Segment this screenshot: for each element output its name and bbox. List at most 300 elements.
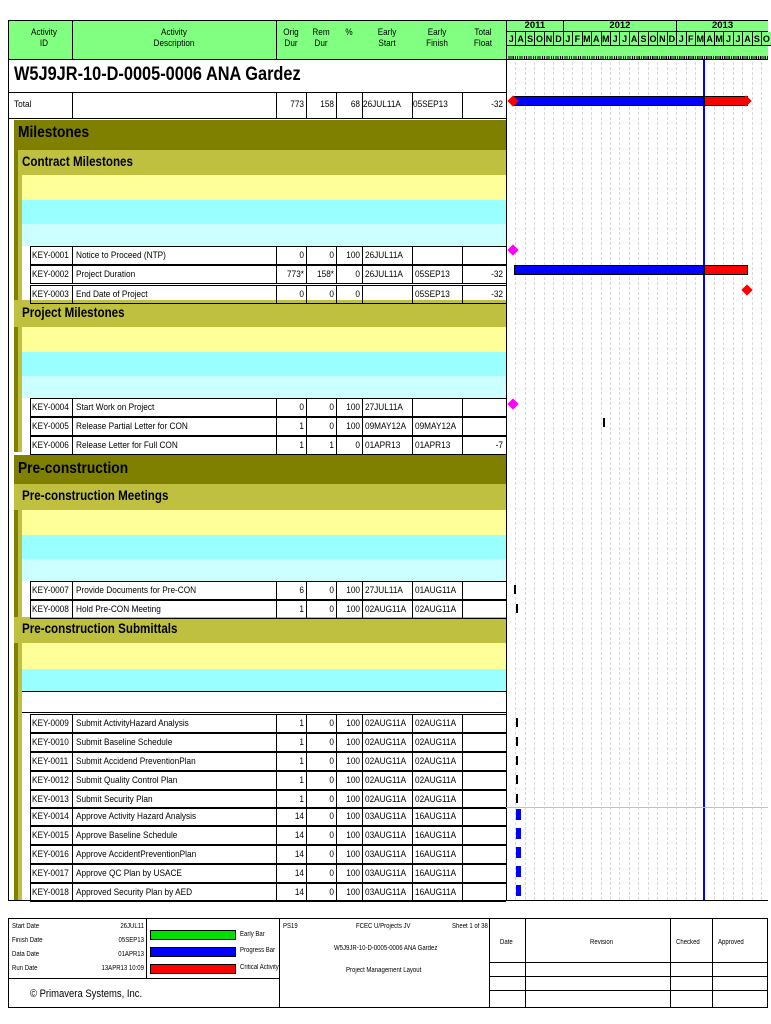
- row-desc: Submit Baseline Schedule: [76, 737, 173, 748]
- band-pre-construction-submittals[interactable]: Pre-construction Submittals: [22, 621, 178, 636]
- grid-line: [629, 62, 630, 900]
- row-orig: 1: [299, 756, 304, 767]
- month-label: J: [563, 32, 572, 46]
- grid-line: [525, 62, 526, 900]
- row-ef: [415, 247, 455, 265]
- row-orig: 14: [294, 811, 304, 822]
- year-label-2012: 2012: [563, 20, 676, 32]
- header-orig-dur[interactable]: Orig Dur: [283, 27, 299, 49]
- activity-tick[interactable]: [516, 737, 518, 746]
- month-label: J: [610, 32, 619, 46]
- row-id: KEY-0005: [32, 421, 69, 432]
- row-id: KEY-0012: [32, 775, 69, 786]
- footer-data-label: Data Date: [12, 951, 40, 958]
- row-rem: 0: [329, 604, 334, 615]
- row-orig: 0: [299, 289, 304, 300]
- divider: [8, 900, 768, 901]
- row-desc: Submit Accidend PreventionPlan: [76, 756, 196, 767]
- row-desc: Notice to Proceed (NTP): [76, 250, 166, 261]
- row-pct: 100: [346, 849, 360, 860]
- month-label: J: [506, 32, 515, 46]
- footer-run-value: 13APR13 10:09: [101, 965, 144, 972]
- row-es: 03AUG11A: [365, 849, 407, 860]
- row-es: 02AUG11A: [365, 794, 407, 805]
- row-tf: [470, 865, 503, 883]
- legend-early-label: Early Bar: [240, 931, 265, 938]
- row-rem: 0: [329, 849, 334, 860]
- row-orig: 14: [294, 849, 304, 860]
- row-desc: Submit Security Plan: [76, 794, 153, 805]
- grid-line: [742, 62, 743, 900]
- grid-line: [544, 62, 545, 900]
- month-label: J: [723, 32, 732, 46]
- activity-progress-bar[interactable]: [516, 885, 521, 896]
- band-fill: [22, 535, 506, 559]
- row-rem: 1: [329, 440, 334, 451]
- row-desc: Project Duration: [76, 269, 136, 280]
- project-title: W5J9JR-10-D-0005-0006 ANA Gardez: [14, 64, 301, 85]
- divider: [72, 92, 73, 118]
- month-label: D: [555, 34, 562, 44]
- divider: [412, 92, 413, 118]
- divider: [8, 978, 279, 979]
- row-ef: [415, 399, 455, 417]
- row-pct: 0: [355, 269, 360, 280]
- divider: [670, 918, 671, 1008]
- band-fill: [22, 510, 506, 535]
- row-orig: 1: [299, 718, 304, 729]
- footer-start-label: Start Date: [12, 923, 40, 930]
- activity-progress-bar[interactable]: [516, 866, 521, 877]
- row-rem: 0: [329, 585, 334, 596]
- grid-line: [534, 62, 535, 900]
- row-ef: 16AUG11A: [415, 849, 457, 860]
- month-label: M: [696, 34, 704, 44]
- footer-col-date: Date: [500, 939, 513, 946]
- row-tf: [470, 399, 503, 417]
- row-rem: 0: [329, 868, 334, 879]
- row-rem: 0: [329, 811, 334, 822]
- row-tf: -7: [495, 440, 503, 451]
- row-id: KEY-0006: [32, 440, 69, 451]
- row-tf: -32: [491, 269, 503, 280]
- footer-finish-label: Finish Date: [12, 937, 43, 944]
- footer-layout-name: Project Management Layout: [346, 967, 422, 974]
- row-tf: [470, 846, 503, 864]
- grid-line: [686, 62, 687, 900]
- total-ef: 05SEP13: [413, 99, 448, 110]
- row-pct: 0: [355, 440, 360, 451]
- header-percent[interactable]: %: [345, 27, 353, 38]
- footer-project-name: W5J9JR-10-D-0005-0006 ANA Gardez: [334, 945, 438, 952]
- month-label: O: [762, 34, 770, 44]
- row-orig: 6: [299, 585, 304, 596]
- row-id: KEY-0009: [32, 718, 69, 729]
- month-label: M: [601, 34, 610, 44]
- grid-line: [591, 62, 592, 900]
- row-ef: 09MAY12A: [415, 421, 457, 432]
- row-tf: [470, 715, 503, 733]
- grid-line: [582, 62, 583, 900]
- grid-line: [601, 62, 602, 900]
- row-desc: Approve QC Plan by USACE: [76, 868, 182, 879]
- row-ef: 16AUG11A: [415, 830, 457, 841]
- row-pct: 100: [346, 604, 360, 615]
- row-ef: 16AUG11A: [415, 868, 457, 879]
- row-id: KEY-0004: [32, 402, 69, 413]
- activity-tick[interactable]: [514, 585, 516, 594]
- row-id: KEY-0017: [32, 868, 69, 879]
- activity-tick[interactable]: [603, 418, 605, 427]
- row-tf: [470, 601, 503, 619]
- row-es: 02AUG11A: [365, 718, 407, 729]
- footer-col-revision: Revision: [590, 939, 614, 946]
- row-desc: Provide Documents for Pre-CON: [76, 585, 197, 596]
- footer-run-label: Run Date: [12, 965, 38, 972]
- row-pct: 100: [346, 737, 360, 748]
- header-early-finish[interactable]: Early Finish: [426, 27, 448, 49]
- month-label: N: [545, 34, 553, 44]
- row-orig: 14: [294, 830, 304, 841]
- row-tf: [470, 247, 503, 265]
- row-pct: 100: [346, 775, 360, 786]
- row-rem: 0: [329, 756, 334, 767]
- row-orig: 14: [294, 868, 304, 879]
- grid-line: [761, 62, 762, 900]
- header-total-float[interactable]: Total Float: [473, 27, 493, 49]
- grid-line: [723, 62, 724, 900]
- row-es: 27JUL11A: [365, 402, 403, 413]
- row-pct: 100: [346, 887, 360, 898]
- row-es: 03AUG11A: [365, 811, 407, 822]
- divider: [22, 691, 506, 692]
- header-early-start[interactable]: Early Start: [377, 27, 397, 49]
- band-fill: [22, 327, 506, 352]
- row-rem: 0: [329, 402, 334, 413]
- footer-col-checked: Checked: [676, 939, 700, 946]
- divider: [506, 807, 768, 808]
- row-pct: 100: [346, 868, 360, 879]
- year-label-2011: 2011: [506, 20, 563, 32]
- band-fill: [22, 669, 506, 691]
- row-es: 03AUG11A: [365, 887, 407, 898]
- row-orig: 14: [294, 887, 304, 898]
- row-es: 27JUL11A: [365, 585, 403, 596]
- row-rem: 0: [329, 775, 334, 786]
- band-fill: [22, 352, 506, 376]
- divider: [276, 92, 277, 118]
- divider: [146, 918, 147, 978]
- divider: [279, 918, 280, 1008]
- band-project-milestones[interactable]: Project Milestones: [22, 305, 125, 320]
- grid-line: [619, 62, 620, 900]
- row-pct: 100: [346, 402, 360, 413]
- divider: [8, 92, 506, 93]
- row-rem: 0: [329, 794, 334, 805]
- row-orig: 1: [299, 737, 304, 748]
- activity-tick[interactable]: [516, 794, 518, 803]
- row-tf: [470, 772, 503, 790]
- row-ef: 01AUG11A: [415, 585, 457, 596]
- total-orig: 773: [290, 99, 304, 110]
- month-label: A: [517, 34, 524, 44]
- activity-tick[interactable]: [516, 756, 518, 765]
- divider: [489, 962, 768, 963]
- row-ef: 02AUG11A: [415, 737, 457, 748]
- month-label: A: [630, 34, 638, 44]
- activity-tick[interactable]: [516, 604, 518, 613]
- band-fill: [22, 175, 506, 200]
- row-id: KEY-0007: [32, 585, 69, 596]
- divider: [489, 990, 768, 991]
- row-pct: 100: [346, 718, 360, 729]
- row-orig: 773*: [287, 269, 304, 280]
- row-pct: 0: [355, 289, 360, 300]
- row-rem: 0: [329, 421, 334, 432]
- total-bar-progress[interactable]: [514, 96, 705, 106]
- row-ef: 05SEP13: [415, 289, 450, 300]
- row-desc: End Date of Project: [76, 289, 148, 300]
- total-es: 26JUL11A: [363, 99, 401, 110]
- month-label: S: [525, 32, 534, 46]
- row-ef: 02AUG11A: [415, 604, 457, 615]
- month-label: A: [744, 34, 751, 44]
- row-pct: 100: [346, 756, 360, 767]
- divider: [336, 92, 337, 118]
- row-tf: [470, 418, 503, 436]
- total-label: Total: [14, 99, 32, 110]
- row-pct: 100: [346, 585, 360, 596]
- row-id: KEY-0014: [32, 811, 69, 822]
- footer-ps: PS19: [283, 923, 298, 930]
- month-label: J: [619, 32, 628, 46]
- row-tf: [470, 582, 503, 600]
- row-id: KEY-0011: [32, 756, 69, 767]
- grid-line: [733, 62, 734, 900]
- row-rem: 0: [329, 737, 334, 748]
- month-label: F: [686, 32, 695, 46]
- divider: [362, 92, 363, 118]
- row-id: KEY-0002: [32, 269, 69, 280]
- footer-finish-value: 05SEP13: [118, 937, 144, 944]
- month-label: J: [676, 32, 685, 46]
- total-rem: 158: [320, 99, 334, 110]
- duration-bar-critical[interactable]: [704, 265, 748, 275]
- row-tf: [470, 827, 503, 845]
- header-activity-description[interactable]: Activity Description: [153, 27, 195, 49]
- total-tf: -32: [491, 99, 503, 110]
- row-ef: 02AUG11A: [415, 718, 457, 729]
- month-label: O: [649, 34, 657, 44]
- row-es: 02AUG11A: [365, 737, 407, 748]
- row-rem: 0: [329, 830, 334, 841]
- band-fill: [22, 376, 506, 398]
- row-es: 01APR13: [365, 440, 401, 451]
- row-es: 09MAY12A: [365, 421, 407, 432]
- legend-critical-label: Critical Activity: [240, 964, 279, 971]
- grid-line: [648, 62, 649, 900]
- row-es: 26JUL11A: [365, 269, 403, 280]
- month-label: M: [583, 34, 591, 44]
- row-ef: 01APR13: [415, 440, 451, 451]
- divider: [489, 976, 768, 977]
- row-rem: 0: [329, 887, 334, 898]
- grid-line: [553, 62, 554, 900]
- row-rem: 0: [329, 718, 334, 729]
- footer-start-value: 26JUL11: [120, 923, 144, 930]
- activity-tick[interactable]: [516, 718, 518, 727]
- row-desc: Release Letter for Full CON: [76, 440, 178, 451]
- row-es: 26JUL11A: [365, 250, 403, 261]
- row-pct: 100: [346, 794, 360, 805]
- row-rem: 0: [329, 250, 334, 261]
- milestone-diamond-icon[interactable]: [507, 244, 518, 255]
- divider: [8, 118, 506, 119]
- row-tf: -32: [491, 289, 503, 300]
- month-label: S: [638, 32, 647, 46]
- row-orig: 1: [299, 440, 304, 451]
- activity-progress-bar[interactable]: [516, 828, 521, 839]
- row-rem: 158*: [317, 269, 334, 280]
- band-fill: [22, 559, 506, 581]
- grid-line: [657, 62, 658, 900]
- row-es: 02AUG11A: [365, 775, 407, 786]
- activity-tick[interactable]: [516, 775, 518, 784]
- footer-data-value: 01APR13: [118, 951, 144, 958]
- row-pct: 100: [346, 830, 360, 841]
- row-ef: 16AUG11A: [415, 811, 457, 822]
- row-id: KEY-0008: [32, 604, 69, 615]
- row-orig: 0: [299, 250, 304, 261]
- divider: [306, 92, 307, 118]
- row-es: 02AUG11A: [365, 756, 407, 767]
- row-es: 03AUG11A: [365, 868, 407, 879]
- row-id: KEY-0016: [32, 849, 69, 860]
- row-es: [365, 286, 405, 304]
- row-desc: Start Work on Project: [76, 402, 155, 413]
- total-pct: 68: [350, 99, 360, 110]
- row-orig: 1: [299, 794, 304, 805]
- duration-bar-progress[interactable]: [514, 265, 705, 275]
- row-pct: 100: [346, 421, 360, 432]
- row-ef: 05SEP13: [415, 269, 450, 280]
- legend-early-swatch: [150, 930, 236, 940]
- legend-progress-swatch: [150, 947, 236, 957]
- footer-company: FCEC U/Projects JV: [356, 923, 411, 930]
- month-label: D: [668, 34, 676, 44]
- legend-critical-swatch: [150, 964, 236, 974]
- band-pre-construction-meetings[interactable]: Pre-construction Meetings: [22, 488, 169, 503]
- row-pct: 100: [346, 250, 360, 261]
- divider: [8, 20, 9, 900]
- row-id: KEY-0010: [32, 737, 69, 748]
- footer-sheet: Sheet 1 of 38: [452, 923, 488, 930]
- row-es: 02AUG11A: [365, 604, 407, 615]
- row-pct: 100: [346, 811, 360, 822]
- month-label: J: [733, 32, 742, 46]
- grid-line: [752, 62, 753, 900]
- row-ef: 16AUG11A: [415, 887, 457, 898]
- month-label: F: [572, 32, 581, 46]
- row-ef: 02AUG11A: [415, 775, 457, 786]
- row-orig: 1: [299, 604, 304, 615]
- row-desc: Approve AccidentPreventionPlan: [76, 849, 197, 860]
- grid-line: [638, 62, 639, 900]
- divider: [22, 712, 506, 713]
- row-desc: Approved Security Plan by AED: [76, 887, 193, 898]
- grid-line: [572, 62, 573, 900]
- band-contract-milestones[interactable]: Contract Milestones: [22, 154, 133, 169]
- divider: [525, 918, 526, 1008]
- year-label-2013: 2013: [676, 20, 768, 32]
- month-label: A: [706, 34, 713, 44]
- row-orig: 0: [299, 402, 304, 413]
- grid-line: [667, 62, 668, 900]
- row-id: KEY-0015: [32, 830, 69, 841]
- grid-line: [676, 62, 677, 900]
- footer-col-approved: Approved: [718, 939, 744, 946]
- milestone-diamond-icon[interactable]: [507, 398, 518, 409]
- band-fill: [22, 224, 506, 246]
- row-id: KEY-0018: [32, 887, 69, 898]
- row-tf: [470, 734, 503, 752]
- row-orig: 1: [299, 421, 304, 432]
- row-id: KEY-0001: [32, 250, 69, 261]
- row-desc: Submit Quality Control Plan: [76, 775, 178, 786]
- band-milestones[interactable]: Milestones: [18, 124, 90, 141]
- band-fill: [22, 200, 506, 224]
- grid-line: [563, 62, 564, 900]
- activity-progress-bar[interactable]: [516, 847, 521, 858]
- row-orig: 1: [299, 775, 304, 786]
- header-activity-id[interactable]: Activity ID: [31, 27, 57, 49]
- row-id: KEY-0003: [32, 289, 69, 300]
- row-tf: [470, 753, 503, 771]
- band-pre-construction[interactable]: Pre-construction: [18, 460, 129, 477]
- header-rem-dur[interactable]: Rem Dur: [312, 27, 330, 49]
- grid-line: [714, 62, 715, 900]
- row-desc: Approve Activity Hazard Analysis: [76, 811, 197, 822]
- row-es: 03AUG11A: [365, 830, 407, 841]
- grid-line: [695, 62, 696, 900]
- month-label: N: [659, 34, 666, 44]
- row-ef: 02AUG11A: [415, 794, 457, 805]
- divider: [489, 918, 490, 1008]
- row-desc: Hold Pre-CON Meeting: [76, 604, 161, 615]
- grid-line: [610, 62, 611, 900]
- row-desc: Approve Baseline Schedule: [76, 830, 178, 841]
- legend-progress-label: Progress Bar: [240, 947, 276, 954]
- copyright-text: © Primavera Systems, Inc.: [30, 988, 143, 1000]
- month-label: S: [752, 32, 761, 46]
- row-desc: Release Partial Letter for CON: [76, 421, 188, 432]
- row-desc: Submit ActivityHazard Analysis: [76, 718, 189, 729]
- data-date-line: [703, 60, 705, 900]
- month-label: M: [715, 34, 723, 44]
- row-id: KEY-0013: [32, 794, 69, 805]
- band-fill: [22, 643, 506, 669]
- divider: [506, 60, 507, 900]
- row-rem: 0: [329, 289, 334, 300]
- row-ef: 02AUG11A: [415, 756, 457, 767]
- month-label: O: [536, 34, 544, 44]
- month-label: A: [593, 34, 600, 44]
- divider: [462, 92, 463, 118]
- timescale-week-ticks: [506, 56, 768, 60]
- activity-progress-bar[interactable]: [516, 809, 521, 820]
- divider: [712, 918, 713, 1008]
- row-tf: [470, 808, 503, 826]
